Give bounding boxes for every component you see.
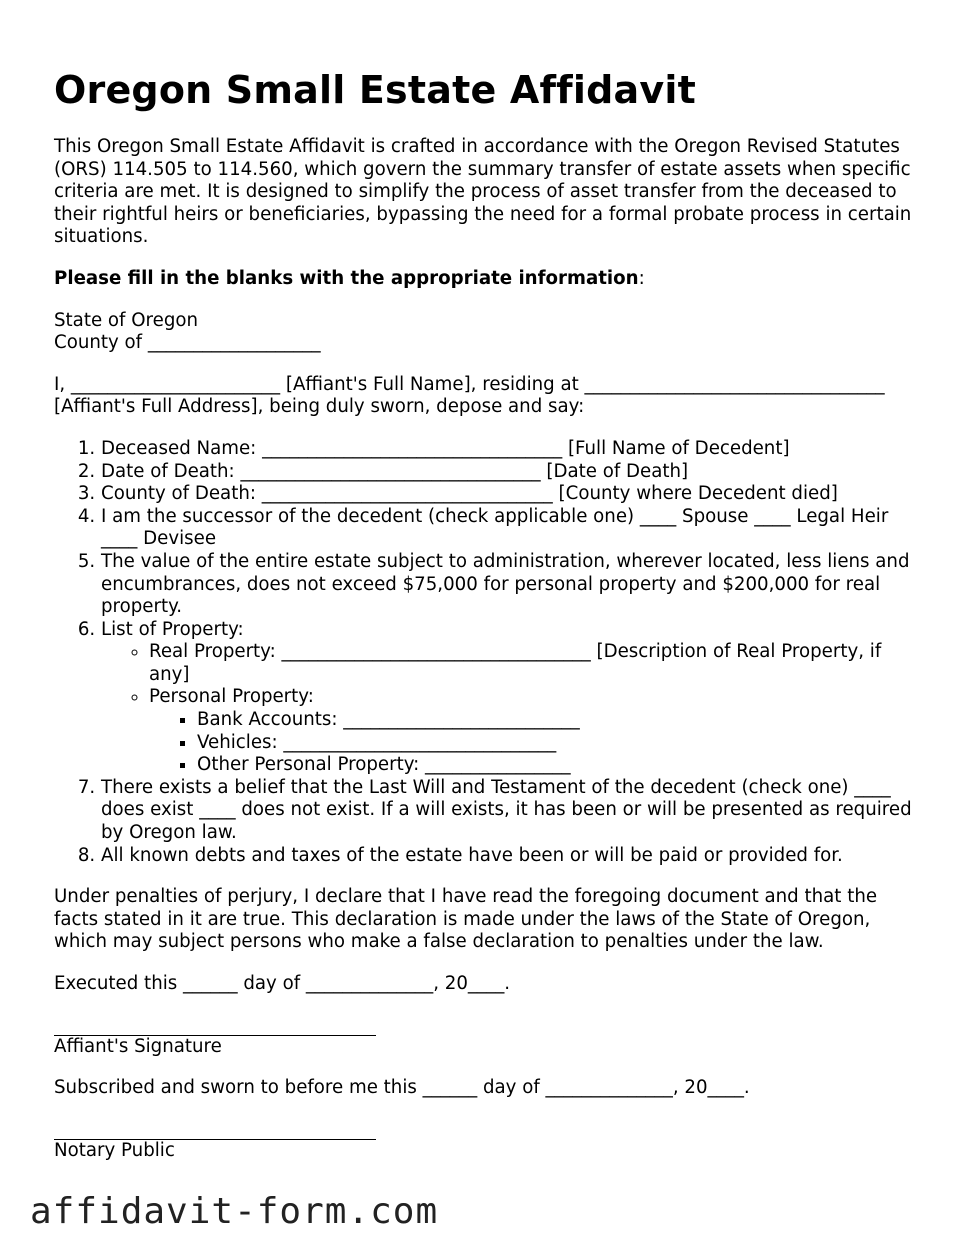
item-debts-taxes: 8. All known debts and taxes of the estate have been or will be paid or provided for. (101, 845, 916, 868)
item-last-will: 7. There exists a belief that the Last Will and Testament of the decedent (check one) ____ does exist ____ does not exist. If a will exists, it has been or will be presented as required by Oregon law. (101, 777, 916, 845)
property-list (101, 641, 916, 777)
intro-paragraph: This Oregon Small Estate Affidavit is crafted in accordance with the Oregon Revised Statutes (ORS) 114.505 to 114.560, which govern the summary transfer of estate assets when specific criteria are met. It is designed to simplify the process of asset transfer from the deceased to their rightful heirs or beneficiaries, bypassing the need for a formal probate process in certain situations. (54, 136, 912, 248)
subscribed-line: Subscribed and sworn to before me this ______ day of ______________, 20____. (54, 1077, 750, 1099)
item-bank-accounts: ▪ Bank Accounts: __________________________ (197, 709, 916, 732)
affiant-statement: I, _______________________ [Affiant's Full Name], residing at _________________________________ [Affiant's Full Address], being duly sworn, depose and say: (54, 373, 885, 418)
instruction-colon: : (638, 267, 645, 289)
notary-block (54, 1119, 916, 1163)
watermark-text: affidavit-form.com (30, 1191, 439, 1232)
document-title: Oregon Small Estate Affidavit (54, 68, 696, 112)
instruction-text: Please fill in the blanks with the appropriate information (54, 267, 639, 289)
item-date-of-death: 2. Date of Death: _________________________________ [Date of Death] (101, 461, 916, 484)
venue-county: County of ___________________ (54, 332, 321, 354)
affiant-signature-line (54, 1015, 376, 1036)
notary-signature-line (54, 1119, 376, 1140)
venue-block (54, 310, 916, 355)
item-deceased-name: 1. Deceased Name: _________________________________ [Full Name of Decedent] (101, 438, 916, 461)
affiant-signature-label: Affiant's Signature (54, 1035, 222, 1057)
document-page (54, 64, 916, 1162)
item-vehicles: ▪ Vehicles: ______________________________ (197, 732, 916, 755)
notary-label: Notary Public (54, 1139, 175, 1161)
affiant-signature-block (54, 1015, 916, 1059)
instruction-line (54, 268, 916, 291)
item-list-of-property (101, 619, 916, 777)
item-successor-type: 4. I am the successor of the decedent (check applicable one) ____ Spouse ____ Legal Heir ____ Devisee (101, 506, 916, 551)
affidavit-items (54, 438, 916, 867)
venue-state: State of Oregon (54, 309, 199, 331)
personal-property-list (149, 709, 916, 777)
perjury-statement: Under penalties of perjury, I declare that I have read the foregoing document and that the facts stated in it are true. This declaration is made under the laws of the State of Oregon, which may subject persons who make a false declaration to penalties under the law. (54, 886, 878, 953)
item-personal-property (149, 686, 916, 776)
item-other-personal-property: ▪ Other Personal Property: ________________ (197, 754, 916, 777)
item-county-of-death: 3. County of Death: ________________________________ [County where Decedent died] (101, 483, 916, 506)
item-real-property: ◦ Real Property: __________________________________ [Description of Real Property, if any] (149, 641, 916, 686)
item-estate-value: 5. The value of the entire estate subject to administration, wherever located, less liens and encumbrances, does not exceed $75,000 for personal property and $200,000 for real property. (101, 551, 916, 619)
executed-line: Executed this ______ day of ______________, 20____. (54, 973, 511, 994)
property-list-label: List of Property: (101, 618, 244, 640)
personal-property-label: Personal Property: (149, 686, 314, 708)
